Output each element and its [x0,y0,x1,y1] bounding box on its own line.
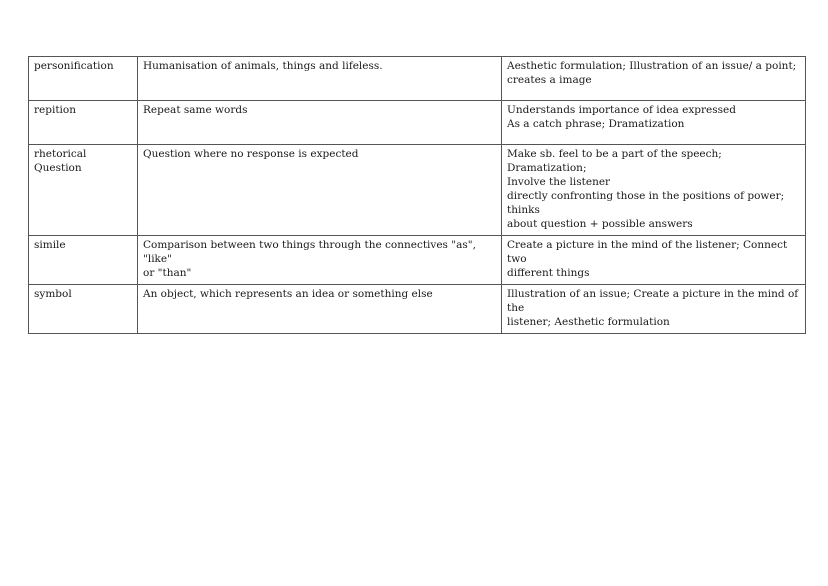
definition-cell [138,145,502,236]
definition-line: or "than" [143,267,192,279]
effect-line: Understands importance of idea expressed [507,104,736,116]
term-cell [29,145,138,236]
definition-line: Humanisation of animals, things and lifeless. [143,60,383,72]
table-row [29,236,806,285]
effect-cell [502,285,806,334]
effect-line: Create a picture in the mind of the listener; Connect two [507,239,788,265]
effect-cell [502,236,806,285]
definition-line: Repeat same words [143,104,248,116]
term-text: personification [34,60,114,72]
effect-line: creates a image [507,74,592,86]
effect-line: directly confronting those in the positions of power; thinks [507,190,785,216]
term-cell [29,101,138,145]
table-row [29,145,806,236]
table-row [29,285,806,334]
term-text: rhetorical Question [34,148,87,174]
definition-cell [138,101,502,145]
effect-cell [502,57,806,101]
term-text: symbol [34,288,72,300]
term-cell [29,57,138,101]
effect-line: listener; Aesthetic formulation [507,316,670,328]
effect-line: As a catch phrase; Dramatization [507,118,685,130]
table-row [29,57,806,101]
definition-line: An object, which represents an idea or something else [143,288,433,300]
effect-line: Aesthetic formulation; Illustration of an issue/ a point; [507,60,797,72]
effect-line: Involve the listener [507,176,611,188]
effect-cell [502,101,806,145]
term-cell [29,236,138,285]
effect-line: about question + possible answers [507,218,693,230]
term-text: simile [34,239,66,251]
term-cell [29,285,138,334]
definition-line: Question where no response is expected [143,148,359,160]
definition-cell [138,57,502,101]
term-text: repition [34,104,76,116]
definition-cell [138,236,502,285]
effect-cell [502,145,806,236]
effect-line: different things [507,267,590,279]
effect-line: Illustration of an issue; Create a picture in the mind of the [507,288,799,314]
definition-line: Comparison between two things through the connectives "as", "like" [143,239,476,265]
definition-cell [138,285,502,334]
stylistic-devices-table [28,56,806,334]
table-row [29,101,806,145]
effect-line: Make sb. feel to be a part of the speech; Dramatization; [507,148,722,174]
